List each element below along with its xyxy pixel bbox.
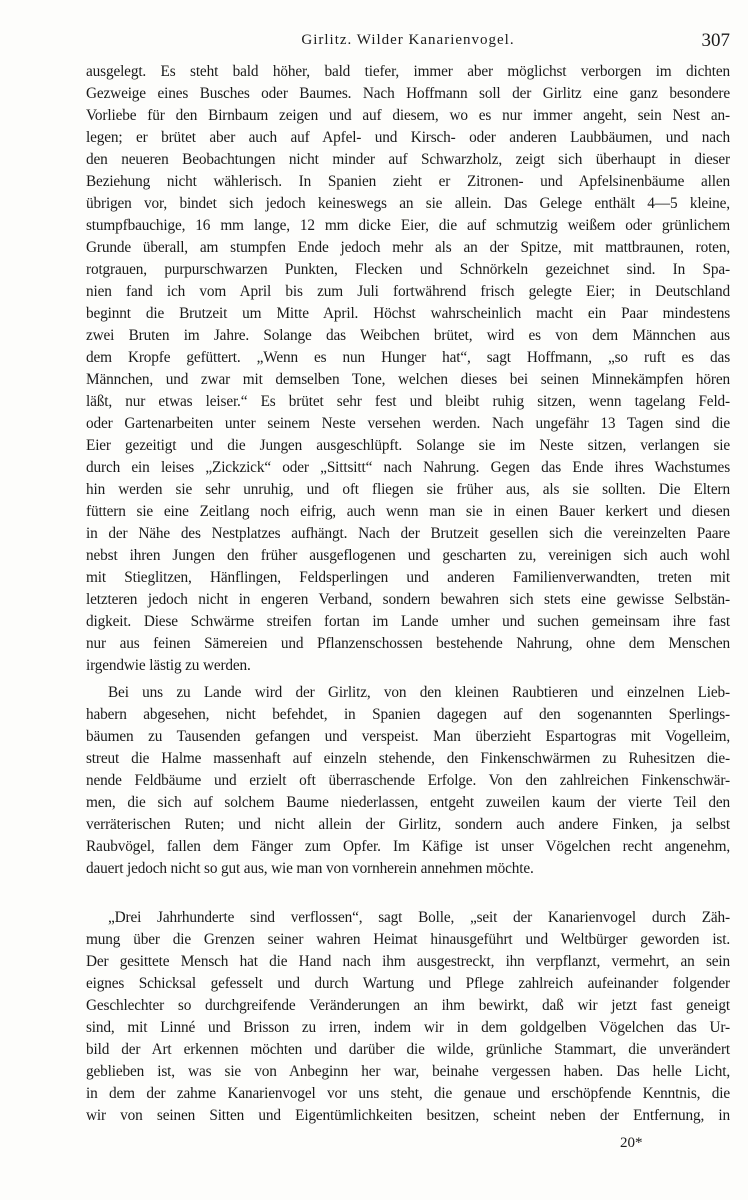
text-line: übrigen vor, bindet sich jedoch keineswegs an sie allein. Das Gelege enthält 4—5 kleine, (86, 195, 730, 212)
text-line: ausgelegt. Es steht bald höher, bald tiefer, immer aber möglichst verborgen im dichten (86, 63, 730, 80)
text-line: Vorliebe für den Birnbaum zeigen und auf diesem, wo es nur immer angeht, sein Nest an- (86, 107, 730, 124)
paragraph (86, 61, 730, 677)
text-line: eignes Schicksal gefesselt und durch Wartung und Pflege zahlreich aufeinander folgender (86, 975, 730, 992)
text-line: Der gesittete Mensch hat die Hand nach ihm ausgestreckt, ihn verpflanzt, vermehrt, an sein (86, 953, 730, 970)
text-line: verräterischen Ruten; und nicht allein der Girlitz, sondern auch andere Finken, ja selbst (86, 816, 730, 833)
page-body (86, 61, 730, 1127)
text-line: rotgrauen, purpurschwarzen Punkten, Flecken und Schnörkeln gezeichnet sind. In Spa- (86, 261, 730, 278)
running-title: Girlitz. Wilder Kanarienvogel. (301, 32, 515, 48)
text-line: zwei Bruten im Jahre. Solange das Weibchen brütet, wird es von dem Männchen aus (86, 327, 730, 344)
paragraph (86, 682, 730, 880)
text-line: Männchen, und zwar mit demselben Tone, welchen dieses bei seinen Minnekämpfen hören (86, 371, 730, 388)
text-line: streut die Halme massenhaft auf einzeln stehende, den Finkenschwärmen zu Ruhesitzen die- (86, 750, 730, 767)
text-line: geblieben ist, was sie von Anbeginn her war, beinahe vergessen haben. Das helle Licht, (86, 1063, 730, 1080)
page-header (86, 30, 730, 54)
text-line: nien fand ich vom April bis zum Juli fortwährend frisch gelegte Eier; in Deutschland (86, 283, 730, 300)
page-number: 307 (701, 30, 730, 51)
text-line: nur aus feinen Sämereien und Pflanzenschossen bestehende Nahrung, ohne dem Menschen (86, 635, 730, 652)
text-line: dauert jedoch nicht so gut aus, wie man von vornherein annehmen möchte. (86, 860, 534, 877)
text-line: in der Nähe des Nestplatzes aufhängt. Nach der Brutzeit gesellen sich die vereinzelten Paare (86, 525, 730, 542)
text-line: habern abgesehen, nicht befehdet, in Spanien dagegen auf den sogenannten Sperlings- (86, 706, 730, 723)
text-line: Raubvögel, fallen dem Fänger zum Opfer. Im Käfige ist unser Vögelchen recht angenehm, (86, 838, 730, 855)
text-line: Bei uns zu Lande wird der Girlitz, von den kleinen Raubtieren und einzelnen Lieb- (108, 684, 730, 701)
text-line: dem Kropfe gefüttert. „Wenn es nun Hunger hat“, sagt Hoffmann, „so ruft es das (86, 349, 730, 366)
text-line: stumpfbauchige, 16 mm lange, 12 mm dicke Eier, die auf schmutzig weißem oder grünlichem (86, 217, 730, 234)
text-line: Eier gezeitigt und die Jungen ausgeschlüpft. Solange sie im Neste sitzen, verlangen sie (86, 437, 730, 454)
text-line: irgendwie lästig zu werden. (86, 657, 251, 674)
text-line: füttern sie eine Zeitlang noch eifrig, auch wenn man sie in einen Bauer kerkert und diesen (86, 503, 730, 520)
text-line: durch ein leises „Zickzick“ oder „Sittsitt“ nach Nahrung. Gegen das Ende ihres Wachstumes (86, 459, 730, 476)
text-line: in dem der zahme Kanarienvogel vor uns steht, die genaue und erschöpfende Kenntnis, die (86, 1085, 730, 1102)
text-line: Gezweige eines Busches oder Baumes. Nach Hoffmann soll der Girlitz eine ganz besondere (86, 85, 730, 102)
text-line: wir von seinen Sitten und Eigentümlichkeiten besitzen, scheint neben der Entfernung, in (86, 1107, 730, 1124)
text-line: digkeit. Diese Schwärme streifen fortan im Lande umher und suchen gemeinsam ihre fast (86, 613, 730, 630)
text-line: Beziehung nicht wählerisch. In Spanien zieht er Zitronen- und Apfelsinenbäume allen (86, 173, 730, 190)
paragraph (86, 907, 730, 1127)
text-line: bäumen zu Tausenden gefangen und verspeist. Man überzieht Espartogras mit Vogelleim, (86, 728, 730, 745)
text-line: Geschlechter so durchgreifende Veränderungen an ihm bewirkt, daß wir jetzt fast geneigt (86, 997, 730, 1014)
text-line: bild der Art erkennen möchten und darüber die wilde, grünliche Stammart, die unverändert (86, 1041, 730, 1058)
text-line: mung über die Grenzen seiner wahren Heimat hinausgeführt und Weltbürger geworden ist. (86, 931, 730, 948)
text-line: letzteren jedoch nicht in engeren Verband, sondern bewahren sich stets eine gewisse Selbstän- (86, 591, 730, 608)
text-line: mit Stieglitzen, Hänflingen, Feldsperlingen und anderen Familienverwandten, treten mit (86, 569, 730, 586)
text-line: oder Gartenarbeiten unter seinem Neste versehen werden. Nach ungefähr 13 Tagen sind die (86, 415, 730, 432)
text-line: den neueren Beobachtungen nicht minder auf Schwarzholz, zeigt sich überhaupt in dieser (86, 151, 730, 168)
signature-mark: 20* (620, 1135, 643, 1151)
text-line: nebst ihren Jungen den früher ausgeflogenen und gescharten zu, vereinigen sich auch wohl (86, 547, 730, 564)
text-line: sind, mit Linné und Brisson zu irren, indem wir in dem goldgelben Vögelchen das Ur- (86, 1019, 730, 1036)
text-line: läßt, nur etwas leiser.“ Es brütet sehr fest und bleibt ruhig sitzen, wenn tagelang Feld- (86, 393, 730, 410)
text-line: Grunde überall, am stumpfen Ende jedoch mehr als an der Spitze, mit mattbraunen, roten, (86, 239, 730, 256)
text-line: beginnt die Brutzeit um Mitte April. Höchst wahrscheinlich macht ein Paar mindestens (86, 305, 730, 322)
text-line: men, die sich auf solchem Baume niederlassen, entgeht zuweilen kaum der vierte Teil den (86, 794, 730, 811)
text-line: legen; er brütet aber auch auf Apfel- und Kirsch- oder anderen Laubbäumen, und nach (86, 129, 730, 146)
text-line: „Drei Jahrhunderte sind verflossen“, sagt Bolle, „seit der Kanarienvogel durch Zäh- (108, 909, 730, 926)
text-line: hin werden sie sehr unruhig, und oft fliegen sie früher aus, als sie sollten. Die Eltern (86, 481, 730, 498)
text-line: nende Feldbäume und erzielt oft überraschende Erfolge. Von den zahlreichen Finkenschwär- (86, 772, 730, 789)
